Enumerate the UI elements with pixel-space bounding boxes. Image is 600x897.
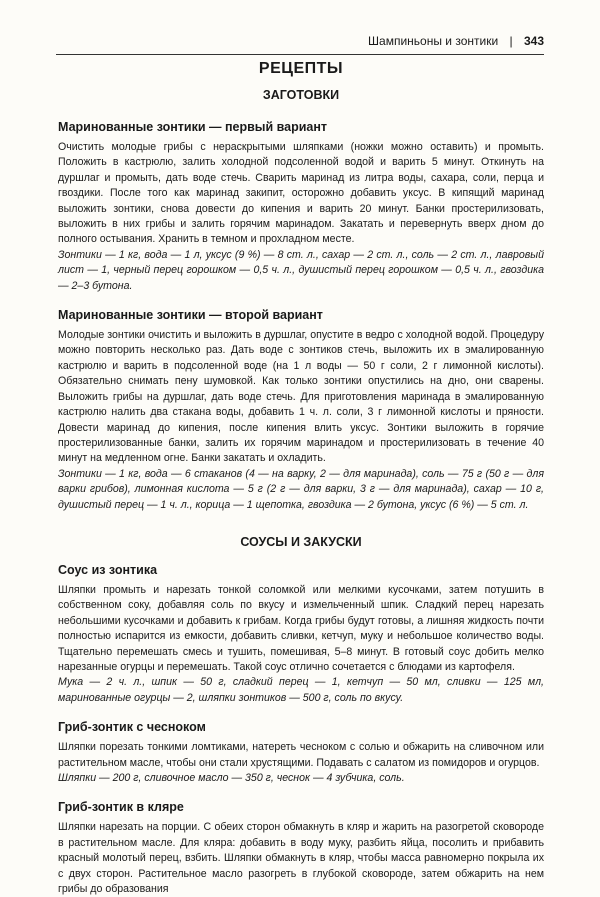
page-content [58,60,544,897]
recipe-title: Гриб-зонтик с чесноком [58,720,206,735]
recipe-title: Гриб-зонтик в кляре [58,800,184,815]
recipe-title: Маринованные зонтики — второй вариант [58,308,323,323]
page-title: РЕЦЕПТЫ [258,60,344,77]
section-title-preserves: ЗАГОТОВКИ [262,88,340,102]
header-section-title: Шампиньоны и зонтики [368,34,499,48]
section-title-sauces: СОУСЫ И ЗАКУСКИ [240,534,362,549]
recipe-ingredients: Зонтики — 1 кг, вода — 6 стаканов (4 — на варку, 2 — для маринада), соль — 75 г (50 г — для варки грибов), лимонная кислота — 5 г (2 г — для варки, 3 г — для маринада), сахар — 10 г, душистый перец — 1 ч. л., корица — 1 щепотка, гвоздика — 2 бутона, уксус (6 %) — 5 ст. л. [58,467,544,511]
recipe-ingredients: Мука — 2 ч. л., шпик — 50 г, сладкий перец — 1, кетчуп — 50 мл, сливки — 125 мл, маринованные огурцы — 2, шляпки зонтиков — 500 г, соль по вкусу. [58,676,544,704]
running-header [56,34,544,55]
recipe-title: Соус из зонтика [58,562,158,577]
recipe-text: Молодые зонтики очистить и выложить в дуршлаг, опустите в ведро с холодной водой. Процедуру можно повторить несколько раз. Дать воде с зонтиков стечь, выложить их в эмалированную кастрюлю и варить в подсоленной воде (на 1 л воды — 50 г соли, 2 г лимонной кислоты). Обязательно снимать пену шумовкой. Как только зонтики опустились на дно, они сварены. Выложить грибы на дуршлаг, дать воде стечь. Для приготовления маринада в эмалированную кастрюлю налить два стакана воды, добавить 1 ч. л. соли, 3 г лимонной кислоты и пряности. Довести маринад до кипения, после кипения влить уксус. Зонтики выложить в горячие простерилизованные банки, залить их горячим маринадом и простерилизовать в течение 40 минут на медленном огне. Банки закатать и охладить. [58,329,544,465]
recipe-text: Шляпки порезать тонкими ломтиками, натереть чесноком с солью и обжарить на сливочном или растительном масле, чтобы они стали хрустящими. Подавать с салатом из помидоров и огурцов. [58,741,544,769]
recipe-text: Шляпки промыть и нарезать тонкой соломкой или мелкими кусочками, затем потушить в собственном соку, добавляя соль по вкусу и измельченный шпик. Сладкий перец нарезать небольшими кусочками и добавить к грибам. Когда грибы будут готовы, а лишняя жидкость почти полностью испарится из емкости, добавить сливки, кетчуп, муку и небольшое количество воды. Тщательно перемешать смесь и тушить, помешивая, 5–8 минут. В готовый соус добить мелко нарезанные огурцы и перемешать. Такой соус отлично сочетается с блюдами из картофеля. [58,583,544,673]
recipe-text: Очистить молодые грибы с нераскрытыми шляпками (ножки можно оставить) и промыть. Положить в кастрюлю, залить холодной подсоленной водой и варить 5 минут. Откинуть на дуршлаг и промыть, дать воде стечь. Сварить маринад из литра воды, сахара, соли, перца и гвоздики. После того как маринад закипит, осторожно добавить уксус. В кипящий маринад выложить зонтики, снова довести до кипения и варить 20 минут. Банки простерилизовать, выложить в них грибы и залить горячим маринадом. Закатать и перевернуть вверх дном до полного остывания. Хранить в темном и прохладном месте. [58,141,544,246]
recipe-text: Шляпки нарезать на порции. С обеих сторон обмакнуть в кляр и жарить на разогретой сковороде в растительном масле. Для кляра: добавить в воду муку, разбить яйца, посолить и прибавить красный молотый перец, взбить. Шляпки обмакнуть в кляр, чтобы масса равномерно покрыла их с двух сторон. Растительное масло разогреть в глубокой сковороде, затем обжарить на нем грибы до образования [58,821,544,896]
page-number: 343 [523,34,544,48]
recipe-ingredients: Зонтики — 1 кг, вода — 1 л, уксус (9 %) — 8 ст. л., сахар — 2 ст. л., соль — 2 ст. л., лавровый лист — 1, черный перец горошком — 0,5 ч. л., душистый перец горошком — 0,5 ч. л., гвоздика — 2–3 бутона. [58,248,544,292]
recipe-title: Маринованные зонтики — первый вариант [58,120,328,134]
recipe-ingredients: Шляпки — 200 г, сливочное масло — 350 г, чеснок — 4 зубчика, соль. [58,772,405,784]
header-separator: | [509,34,513,48]
